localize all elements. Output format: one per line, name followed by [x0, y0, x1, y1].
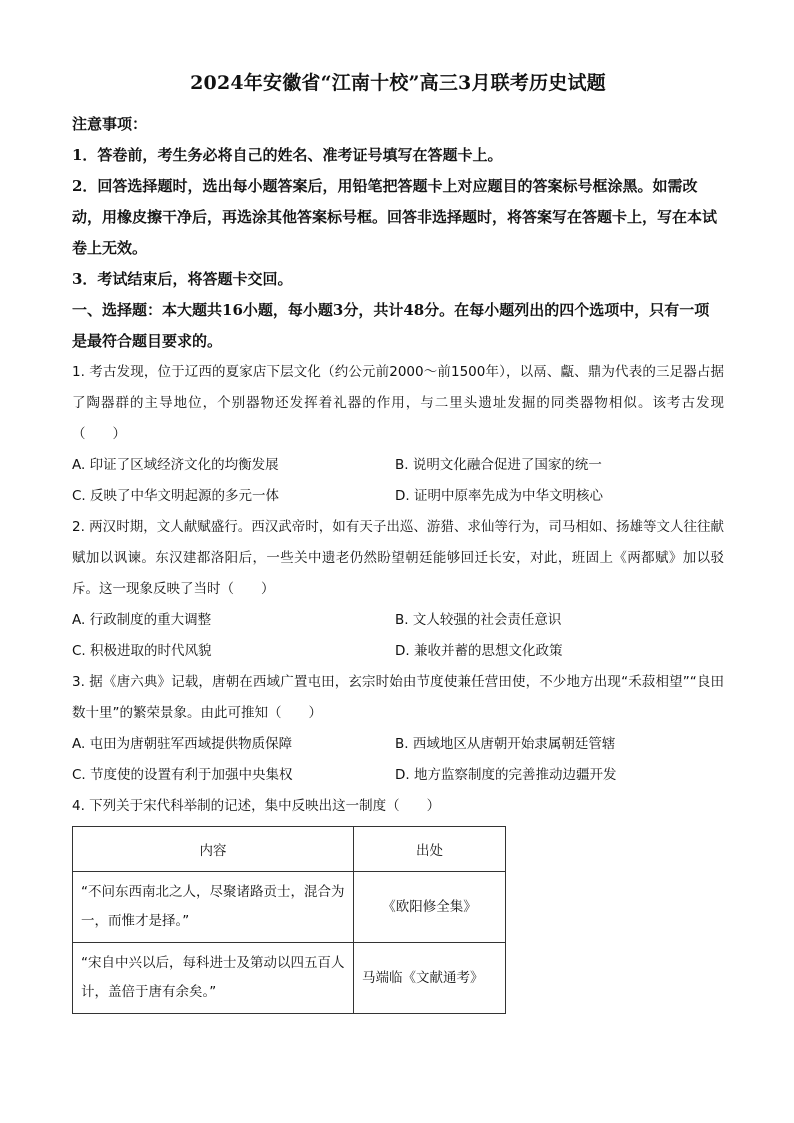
table-cell-content: “宋自中兴以后，每科进士及第动以四五百人计，盖倍于唐有余矣。” — [73, 943, 354, 1014]
question-options — [72, 450, 724, 512]
question-stem: 2. 两汉时期，文人献赋盛行。西汉武帝时，如有天子出巡、游猎、求仙等行为，司马相如、扬雄等文人往往献赋加以讽谏。东汉建都洛阳后，一些关中遗老仍然盼望朝廷能够回迁长安，对此，班固上《两都赋》加以驳斥。这一现象反映了当时（ ） — [72, 519, 724, 597]
option-a: A. 行政制度的重大调整 — [72, 612, 212, 628]
source-table — [72, 826, 506, 1014]
option-c: C. 节度使的设置有利于加强中央集权 — [72, 767, 293, 783]
section-heading: 一、选择题：本大题共16小题，每小题3分，共计48分。在每小题列出的四个选项中，只有一项是最符合题目要求的。 — [72, 301, 710, 350]
option-b: B. 说明文化融合促进了国家的统一 — [395, 457, 602, 473]
option-b: B. 文人较强的社会责任意识 — [395, 612, 562, 628]
exam-page — [72, 62, 724, 1014]
option-a: A. 印证了区域经济文化的均衡发展 — [72, 457, 279, 473]
option-a: A. 屯田为唐朝驻军西域提供物质保障 — [72, 736, 293, 752]
notice-item: 1．答卷前，考生务必将自己的姓名、准考证号填写在答题卡上。 — [72, 146, 503, 164]
notice-item: 2．回答选择题时，选出每小题答案后，用铅笔把答题卡上对应题目的答案标号框涂黑。如需改动，用橡皮擦干净后，再选涂其他答案标号框。回答非选择题时，将答案写在答题卡上，写在本试卷上无效。 — [72, 177, 718, 257]
notice-heading: 注意事项： — [72, 115, 148, 133]
table-header: 出处 — [354, 827, 506, 872]
table-header: 内容 — [73, 827, 354, 872]
table-cell-source: 马端临《文献通考》 — [354, 943, 506, 1014]
table-header-row — [73, 827, 506, 872]
table-row — [73, 872, 506, 943]
question-stem: 4. 下列关于宋代科举制的记述，集中反映出这一制度（ ） — [72, 798, 441, 814]
option-d: D. 兼收并蓄的思想文化政策 — [395, 643, 563, 659]
table-row — [73, 943, 506, 1014]
question-options — [72, 605, 724, 667]
table-cell-content: “不问东西南北之人，尽聚诸路贡士，混合为一，而惟才是择。” — [73, 872, 354, 943]
notice-item: 3．考试结束后，将答题卡交回。 — [72, 270, 293, 288]
question-options — [72, 729, 724, 791]
table-cell-source: 《欧阳修全集》 — [354, 872, 506, 943]
option-c: C. 反映了中华文明起源的多元一体 — [72, 488, 280, 504]
question-stem: 3. 据《唐六典》记载，唐朝在西域广置屯田，玄宗时始由节度使兼任营田使，不少地方出现“禾菽相望”“良田数十里”的繁荣景象。由此可推知（ ） — [72, 674, 724, 721]
option-d: D. 地方监察制度的完善推动边疆开发 — [395, 767, 617, 783]
option-b: B. 西域地区从唐朝开始隶属朝廷管辖 — [395, 736, 616, 752]
question-stem: 1. 考古发现，位于辽西的夏家店下层文化（约公元前2000～前1500年），以鬲、甗、鼎为代表的三足器占据了陶器群的主导地位，个别器物还发挥着礼器的作用，与二里头遗址发掘的同类器物相似。该考古发现（ ） — [72, 364, 724, 442]
option-c: C. 积极进取的时代风貌 — [72, 643, 212, 659]
option-d: D. 证明中原率先成为中华文明核心 — [395, 488, 603, 504]
page-title: 2024年安徽省“江南十校”高三3月联考历史试题 — [190, 72, 606, 94]
